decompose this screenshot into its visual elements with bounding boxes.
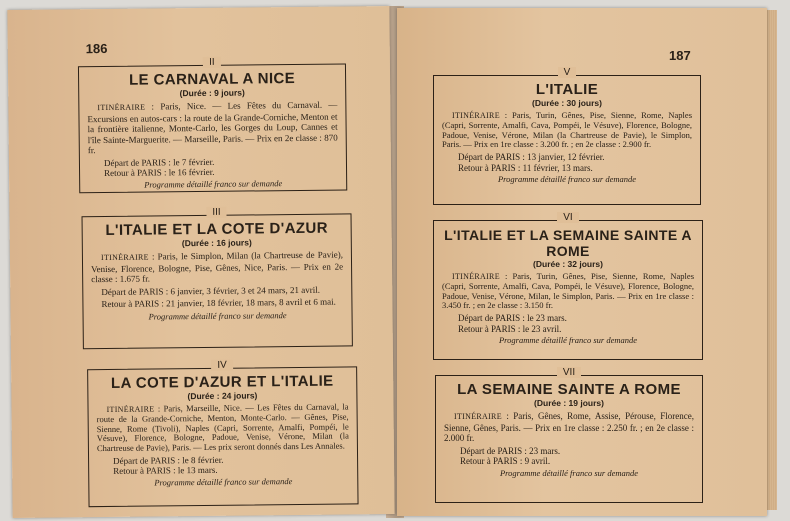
- page-number: 187: [669, 48, 691, 63]
- itinerary-label: ITINÉRAIRE: [100, 252, 149, 263]
- tour-duration: (Durée : 16 jours): [181, 237, 252, 249]
- tour-title: LA SEMAINE SAINTE A ROME: [457, 381, 681, 398]
- tour-duration: (Durée : 30 jours): [532, 98, 602, 108]
- section-number: II: [203, 57, 221, 68]
- tour-box-VI: [433, 212, 703, 360]
- itinerary-label: ITINÉRAIRE: [97, 102, 146, 113]
- tour-box-III: [82, 206, 353, 349]
- itinerary-label: ITINÉRAIRE: [452, 272, 500, 281]
- tour-title: L'ITALIE: [535, 81, 599, 98]
- tour-return: Retour à PARIS : 21 janvier, 18 février, 18 mars, 8 avril et 6 mai.: [101, 296, 336, 310]
- tour-box-V: [433, 67, 701, 205]
- tour-itinerary: [442, 111, 692, 150]
- tour-itinerary: [96, 402, 348, 454]
- itinerary-text: : Paris, Turin, Gênes, Pise, Sienne, Rome, Naples (Capri, Sorrente, Amalfi, Cava, Pompéi, le Vésuve), Florence, Bologne, Padoue, Venise, Vérone, Milan, le Simplon, Paris. — Prix en 1re classe : 3.450 fr. ; en 2e classe : 3.150 fr.: [442, 271, 694, 311]
- tour-itinerary: [442, 272, 694, 311]
- itinerary-text: : Paris, le Simplon, Milan (la Chartreuse de Pavie), Venise, Florence, Bologne, Pise, Gênes, Nice, Paris. — Prix en 2e classe : 1.675 fr.: [91, 249, 344, 285]
- tour-departure: Départ de PARIS : le 8 février.: [113, 454, 224, 466]
- tour-duration: (Durée : 19 jours): [534, 398, 604, 408]
- tour-return: Retour à PARIS : le 23 avril.: [458, 323, 562, 334]
- tour-duration: (Durée : 24 jours): [187, 390, 258, 402]
- tour-departure: Départ de PARIS : 6 janvier, 3 février, 3 et 24 mars, 21 avril.: [101, 284, 321, 297]
- tour-departure: Départ de PARIS : le 7 février.: [103, 156, 215, 168]
- section-number: VII: [557, 367, 581, 378]
- left-page: [7, 6, 394, 518]
- itinerary-text: : Paris, Gênes, Rome, Assise, Pérouse, Florence, Sienne, Gênes, Paris. — Prix en 1re classe : 2.250 fr. ; en 2e classe : 2.000 fr.: [444, 411, 694, 443]
- tour-box-IV: [87, 359, 358, 507]
- tour-duration: (Durée : 32 jours): [533, 259, 603, 269]
- section-number: IV: [211, 360, 233, 371]
- itinerary-text: : Paris, Marseille, Nice. — Les Fêtes du Carnaval, la route de la Grande-Corniche, Menton, Monte-Carlo. — Gênes, Pise, Sienne, Rome (Tivoli), Naples (Capri, Sorrente, Amalfi, Pompéi, le Vésuve), Florence, Bologne, Padoue, Venise, Vérone, Milan (la Chartreuse de Pavie), Paris. — Les prix seront donnés dans Les Annales.: [96, 401, 349, 454]
- tour-program-note: Programme détaillé franco sur demande: [154, 476, 293, 488]
- section-number: V: [558, 67, 577, 78]
- section-number: VI: [557, 212, 578, 223]
- tour-itinerary: [444, 411, 694, 444]
- itinerary-text: : Paris, Turin, Gênes, Pise, Sienne, Rome, Naples (Capri, Sorrente, Amalfi, Cava, Pompéi, le Vésuve), Florence, Bologne, Padoue, Venise, Vérone, Milan (la Chartreuse de Pavie), le Simplon, Paris. — Prix en 1re classe : 3.200 fr. ; en 2e classe : 2.900 fr.: [442, 110, 692, 150]
- tour-program-note: Programme détaillé franco sur demande: [144, 177, 283, 190]
- tour-departure: Départ de PARIS : 23 mars.: [460, 445, 561, 456]
- tour-box-VII: [435, 367, 703, 503]
- tour-program-note: Programme détaillé franco sur demande: [497, 174, 637, 185]
- tour-program-note: Programme détaillé franco sur demande: [499, 467, 639, 478]
- tour-departure: Départ de PARIS : le 23 mars.: [458, 313, 567, 324]
- tour-return: Retour à PARIS : le 16 février.: [104, 166, 215, 179]
- tour-program-note: Programme détaillé franco sur demande: [498, 335, 638, 346]
- tour-itinerary: [91, 250, 343, 285]
- tour-itinerary: [87, 100, 338, 156]
- tour-title: LE CARNAVAL A NICE: [128, 70, 296, 89]
- tour-return: Retour à PARIS : 11 février, 13 mars.: [458, 162, 593, 173]
- itinerary-label: ITINÉRAIRE: [106, 404, 155, 414]
- right-page: [397, 8, 767, 516]
- tour-title: L'ITALIE ET LA SEMAINE SAINTE A ROME: [444, 227, 692, 259]
- tour-title: LA COTE D'AZUR ET L'ITALIE: [110, 372, 334, 392]
- itinerary-label: ITINÉRAIRE: [454, 412, 502, 421]
- section-number: III: [206, 207, 226, 218]
- page-number: 186: [85, 40, 108, 57]
- tour-box-II: [78, 56, 347, 193]
- itinerary-text: : Paris, Nice. — Les Fêtes du Carnaval. — Excursions en autos-cars : la route de la Grande-Corniche, Menton et la frontière italienne, Monte-Carlo, les Gorges du Loup, Cannes et l'île Sainte-Marguerite. — Marseille, Paris. — Prix en 2e classe : 870 fr.: [87, 99, 338, 156]
- tour-program-note: Programme détaillé franco sur demande: [148, 309, 287, 322]
- tour-departure: Départ de PARIS : 13 janvier, 12 février.: [458, 152, 605, 163]
- tour-title: L'ITALIE ET LA COTE D'AZUR: [105, 219, 329, 239]
- tour-duration: (Durée : 9 jours): [179, 87, 245, 99]
- tour-return: Retour à PARIS : 9 avril.: [460, 456, 551, 466]
- itinerary-label: ITINÉRAIRE: [452, 111, 500, 120]
- tour-return: Retour à PARIS : le 13 mars.: [113, 465, 218, 477]
